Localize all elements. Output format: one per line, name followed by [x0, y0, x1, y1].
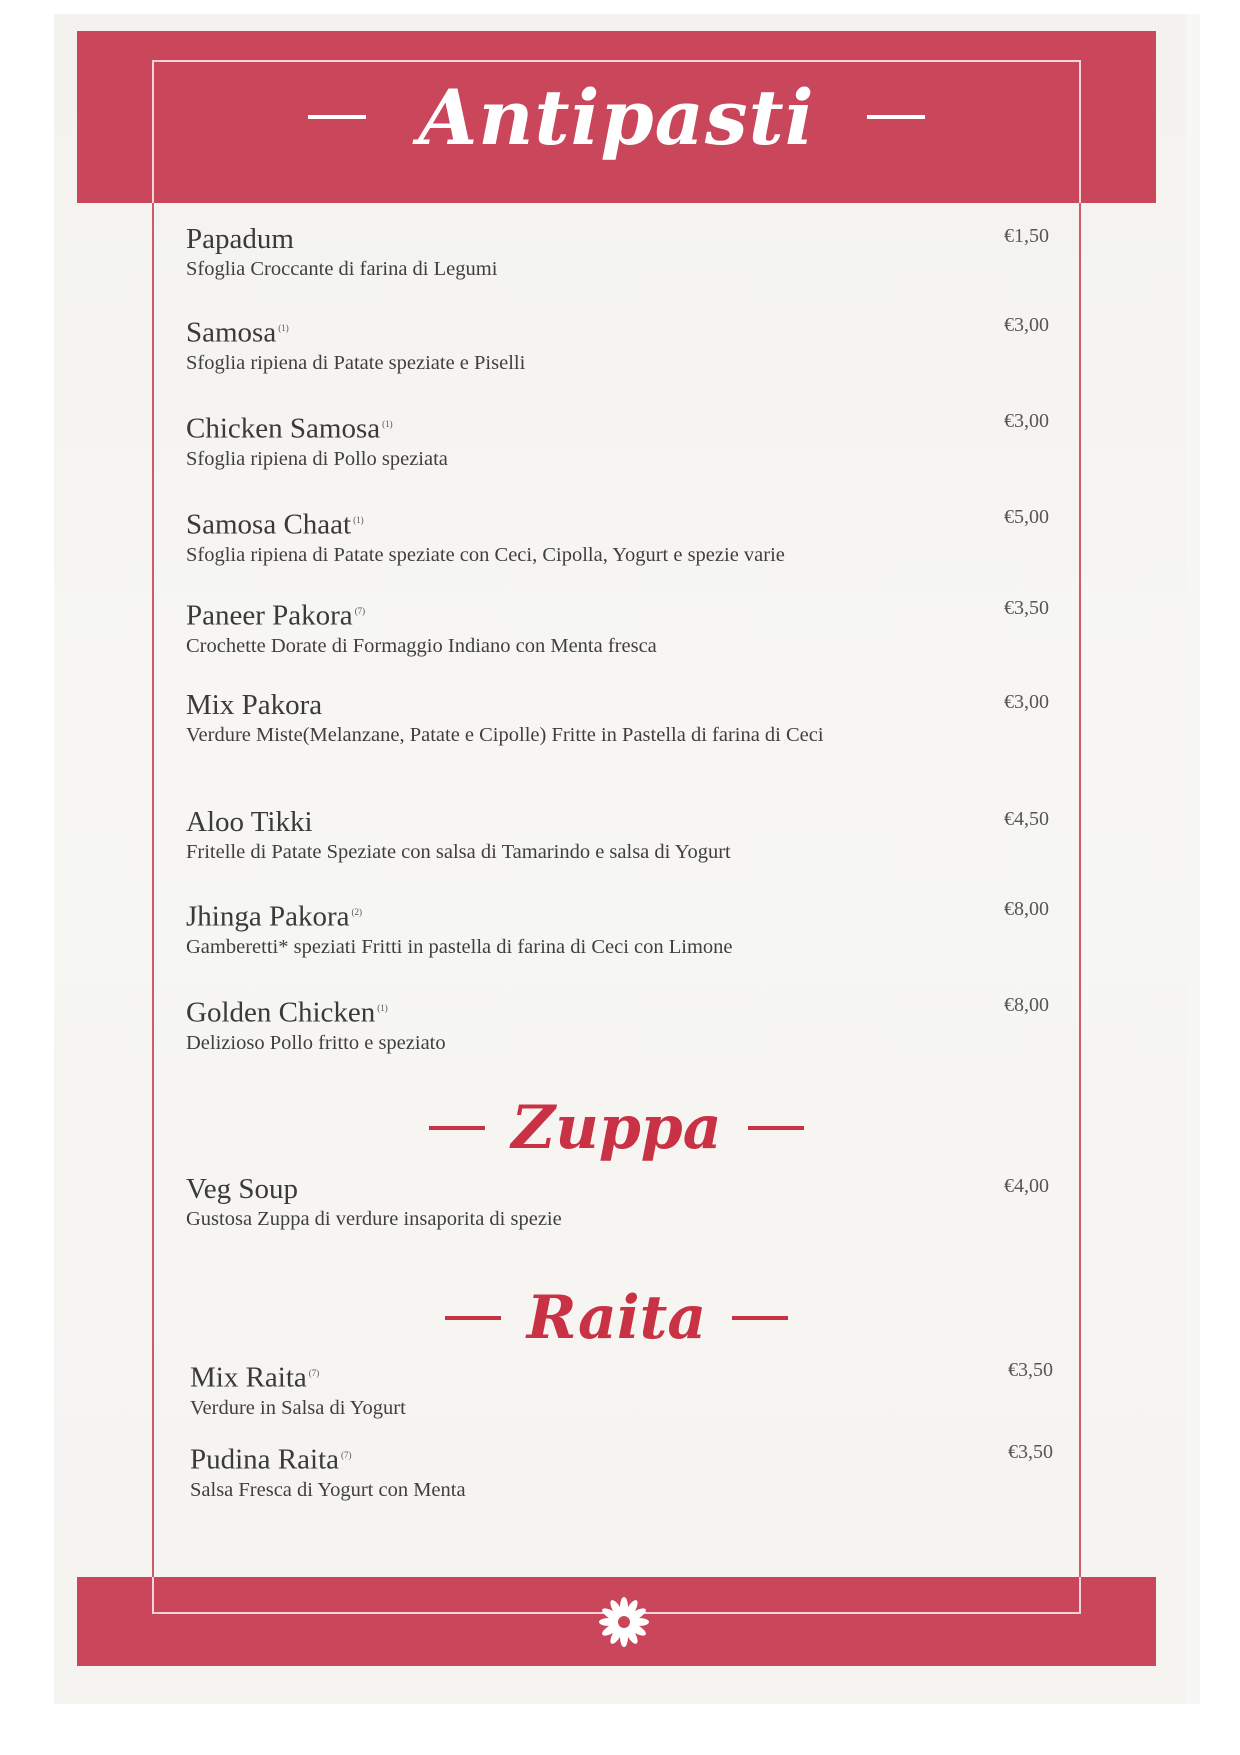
item-description: Verdure Miste(Melanzane, Patate e Cipolle) Fritte in Pastella di farina di Ceci [186, 724, 824, 746]
section-dash-left [429, 1126, 485, 1130]
menu-item [186, 688, 1049, 749]
allergen-note: (1) [278, 323, 289, 333]
item-price: €3,50 [1008, 1441, 1053, 1463]
item-description: Fritelle di Patate Speziate con salsa di Tamarindo e salsa di Yogurt [186, 841, 731, 863]
item-description: Gamberetti* speziati Fritti in pastella di farina di Ceci con Limone [186, 935, 733, 958]
menu-item [186, 222, 1049, 283]
menu-item [186, 895, 1049, 961]
item-description: Delizioso Pollo fritto e speziato [186, 1031, 446, 1054]
item-price: €3,50 [1004, 597, 1049, 619]
flower-icon [597, 1595, 651, 1649]
item-price: €3,00 [1004, 691, 1049, 713]
item-price: €4,00 [1004, 1175, 1049, 1197]
page-title: Antipasti [418, 72, 815, 162]
menu-item [186, 805, 1049, 866]
item-description: Sfoglia ripiena di Pollo speziata [186, 447, 448, 470]
item-price: €3,50 [1008, 1359, 1053, 1381]
item-name: Paneer Pakora [186, 599, 353, 632]
item-price: €1,50 [1004, 225, 1049, 247]
title-dash-left [308, 115, 366, 119]
section-title: Raita [526, 1283, 707, 1353]
item-description: Verdure in Salsa di Yogurt [190, 1396, 406, 1419]
item-price: €8,00 [1004, 994, 1049, 1016]
allergen-note: (1) [377, 1003, 388, 1013]
menu-item [190, 1438, 1053, 1504]
item-name: Samosa [186, 316, 277, 349]
item-name: Jhinga Pakora [186, 900, 350, 933]
item-name: Mix Pakora [186, 689, 323, 721]
item-name: Pudina Raita [190, 1443, 340, 1476]
item-description: Gustosa Zuppa di verdure insaporita di spezie [186, 1208, 562, 1230]
item-name: Veg Soup [186, 1173, 298, 1205]
menu-item [186, 311, 1049, 377]
allergen-note: (7) [341, 1450, 352, 1460]
item-name: Golden Chicken [186, 996, 376, 1029]
item-name: Samosa Chaat [186, 508, 352, 541]
menu-item [186, 1172, 1049, 1233]
section-dash-left [445, 1316, 501, 1320]
allergen-note: (7) [308, 1368, 320, 1378]
menu-item [186, 503, 1049, 569]
item-description: Salsa Fresca di Yogurt con Menta [190, 1478, 466, 1501]
section-title: Zuppa [511, 1093, 722, 1163]
title-dash-right [867, 115, 925, 119]
allergen-note: (7) [354, 606, 366, 616]
item-name: Chicken Samosa [186, 412, 381, 445]
item-description: Sfoglia ripiena di Patate speziate e Piselli [186, 351, 526, 374]
section-heading-raita [152, 1283, 1081, 1353]
item-name: Papadum [186, 223, 294, 255]
item-price: €8,00 [1004, 898, 1049, 920]
menu-item [190, 1356, 1053, 1422]
item-description: Crochette Dorate di Formaggio Indiano con Menta fresca [186, 634, 657, 657]
allergen-note: (1) [353, 515, 364, 525]
menu-item [186, 407, 1049, 473]
section-heading-zuppa [152, 1093, 1081, 1163]
item-name: Mix Raita [190, 1361, 307, 1394]
item-price: €3,00 [1004, 314, 1049, 336]
page-header [77, 31, 1156, 203]
item-description: Sfoglia Croccante di farina di Legumi [186, 258, 498, 280]
allergen-note: (2) [351, 907, 362, 917]
section-dash-right [732, 1316, 788, 1320]
item-price: €4,50 [1004, 808, 1049, 830]
item-description: Sfoglia ripiena di Patate speziate con Ceci, Cipolla, Yogurt e spezie varie [186, 543, 785, 566]
menu-item [186, 991, 1049, 1057]
allergen-note: (1) [382, 419, 393, 429]
item-price: €5,00 [1004, 506, 1049, 528]
menu-item [186, 594, 1049, 660]
item-name: Aloo Tikki [186, 806, 313, 838]
item-price: €3,00 [1004, 410, 1049, 432]
section-dash-right [748, 1126, 804, 1130]
